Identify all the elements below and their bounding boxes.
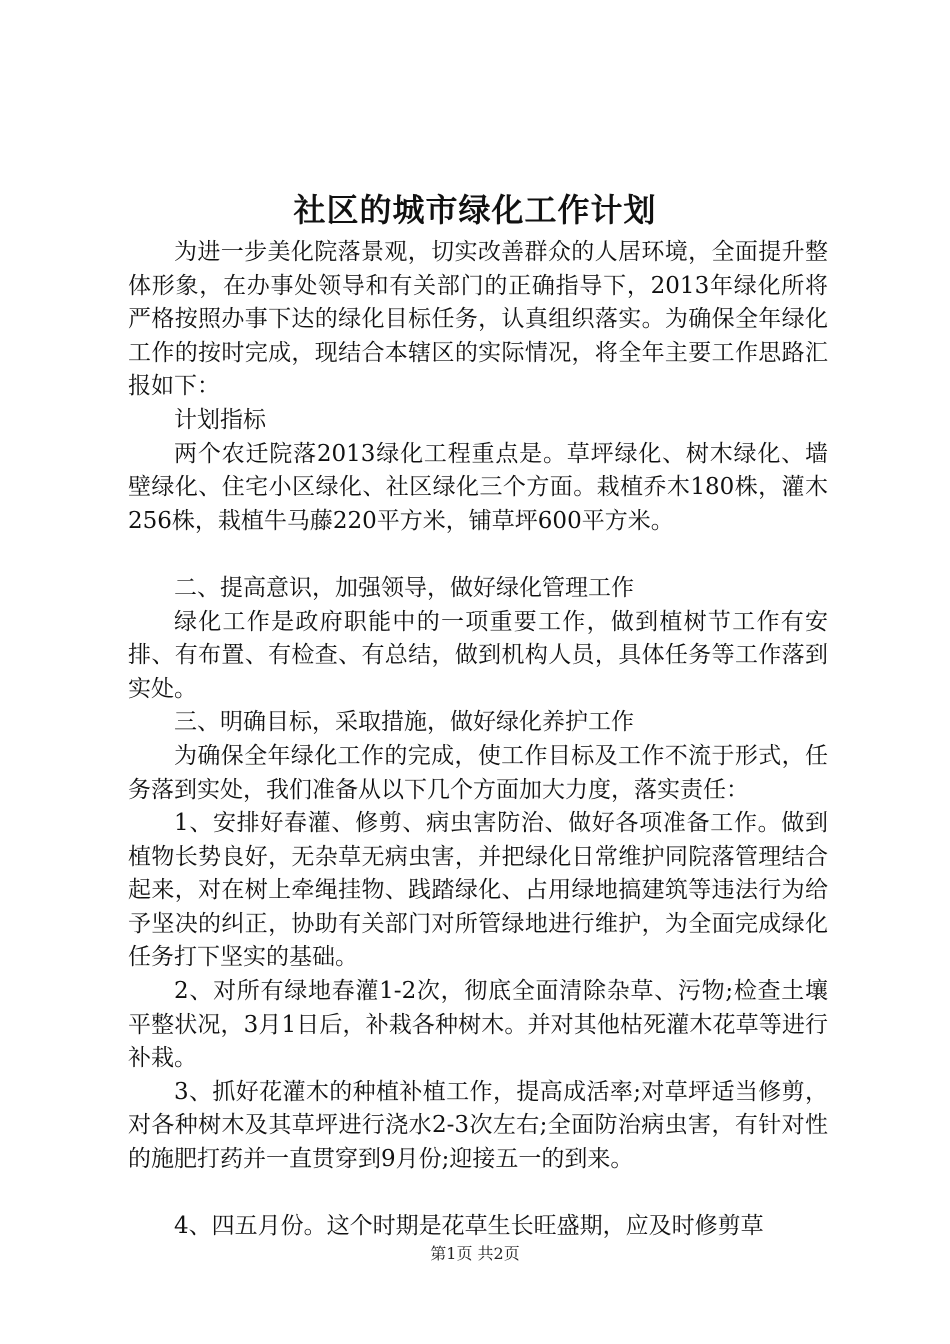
page-number-footer: 第1页 共2页	[430, 1244, 520, 1263]
plan-targets-paragraph: 两个农迁院落2013绿化工程重点是。草坪绿化、树木绿化、墙壁绿化、住宅小区绿化、社区绿化三个方面。栽植乔木180株，灌木256株，栽植牛马藤220平方米，铺草坪600平方米。	[128, 440, 828, 534]
section-heading-three: 三、明确目标，采取措施，做好绿化养护工作	[174, 709, 634, 736]
section-heading-plan-targets: 计划指标	[174, 406, 266, 433]
list-item-1: 1、安排好春灌、修剪、病虫害防治、做好各项准备工作。做到植物长势良好，无杂草无病虫害，并把绿化日常维护同院落管理结合起来，对在树上牵绳挂物、践踏绿化、占用绿地搞建筑等违法行为给予坚决的纠正，协助有关部门对所管绿地进行维护，为全面完成绿化任务打下坚实的基础。	[128, 810, 828, 971]
document-body	[128, 236, 828, 1244]
document-title: 社区的城市绿化工作计划	[293, 191, 657, 229]
intro-paragraph: 为进一步美化院落景观，切实改善群众的人居环境，全面提升整体形象，在办事处领导和有关部门的正确指导下，2013年绿化所将严格按照办事下达的绿化目标任务，认真组织落实。为确保全年绿化工作的按时完成，现结合本辖区的实际情况，将全年主要工作思路汇报如下：	[128, 239, 828, 400]
list-item-3: 3、抓好花灌木的种植补植工作，提高成活率;对草坪适当修剪，对各种树木及其草坪进行浇水2-3次左右;全面防治病虫害，有针对性的施肥打药并一直贯穿到9月份;迎接五一的到来。	[128, 1078, 828, 1173]
section-two-paragraph: 绿化工作是政府职能中的一项重要工作，做到植树节工作有安排、有布置、有检查、有总结，做到机构人员，具体任务等工作落到实处。	[128, 608, 828, 702]
section-heading-two: 二、提高意识，加强领导，做好绿化管理工作	[174, 574, 634, 601]
list-item-4: 4、四五月份。这个时期是花草生长旺盛期，应及时修剪草	[174, 1213, 764, 1240]
list-item-2: 2、对所有绿地春灌1-2次，彻底全面清除杂草、污物;检查土壤平整状况，3月1日后，补栽各种树木。并对其他枯死灌木花草等进行补栽。	[128, 978, 828, 1072]
section-three-paragraph: 为确保全年绿化工作的完成，使工作目标及工作不流于形式，任务落到实处，我们准备从以下几个方面加大力度，落实责任：	[128, 742, 828, 803]
